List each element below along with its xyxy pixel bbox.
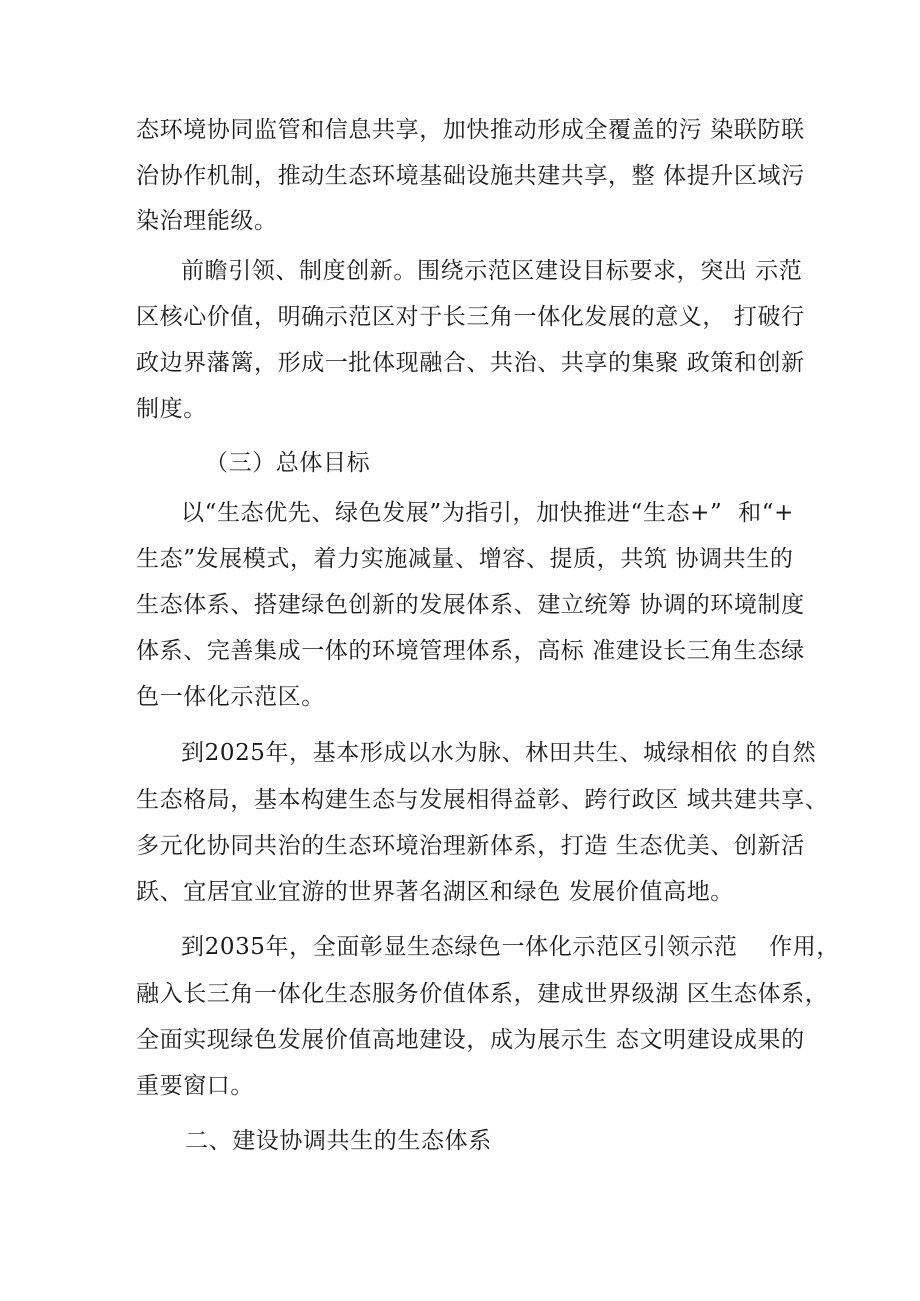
text-line: 多元化协同共治的生态环境治理新体系，打造 生态优美、创新活 (136, 833, 805, 859)
text-line: 生态格局，基本构建生态与发展相得益彰、跨行政区 域共建共享、 (136, 787, 829, 813)
text-line: 以“生态优先、绿色发展”为指引，加快推进“生态+” 和“+ (181, 500, 794, 526)
text-line: 政边界藩篱，形成一批体现融合、共治、共享的集聚 政策和创新 (136, 350, 805, 376)
text-line: 治协作机制，推动生态环境基础设施共建共享，整 体提升区域污 (136, 163, 805, 189)
text-line: 制度。 (136, 396, 207, 422)
text-line: 生态”发展模式，着力实施减量、增容、提质，共筑 协调共生的 (136, 546, 794, 572)
text-line: 融入长三角一体化生态服务价值体系，建成世界级湖 区生态体系， (136, 981, 829, 1007)
text-line: 染治理能级。 (136, 208, 278, 234)
section-heading: （三）总体目标 (205, 450, 371, 476)
text-line: 生态体系、搭建绿色创新的发展体系、建立统筹 协调的环境制度 (136, 592, 805, 618)
text-line: 态环境协同监管和信息共享，加快推动形成全覆盖的污 染联防联 (136, 117, 805, 143)
text-line: 跃、宜居宜业宜游的世界著名湖区和绿色 发展价值高地。 (136, 879, 734, 905)
text-line: 体系、完善集成一体的环境管理体系，高标 准建设长三角生态绿 (136, 638, 805, 664)
text-line: 重要窗口。 (136, 1073, 254, 1099)
chapter-heading: 二、建设协调共生的生态体系 (185, 1128, 492, 1154)
text-line: 全面实现绿色发展价值高地建设，成为展示生 态文明建设成果的 (136, 1027, 805, 1053)
text-line: 区核心价值，明确示范区对于长三角一体化发展的意义， 打破行 (136, 304, 805, 330)
text-line: 到2025年，基本形成以水为脉、林田共生、城绿相依 的自然 (181, 740, 817, 766)
text-line: 前瞻引领、制度创新。围绕示范区建设目标要求，突出 示范 (181, 258, 803, 284)
text-line: 到2035年，全面彰显生态绿色一体化示范区引领示范 作用， (181, 934, 840, 960)
text-line: 色一体化示范区。 (136, 684, 325, 710)
